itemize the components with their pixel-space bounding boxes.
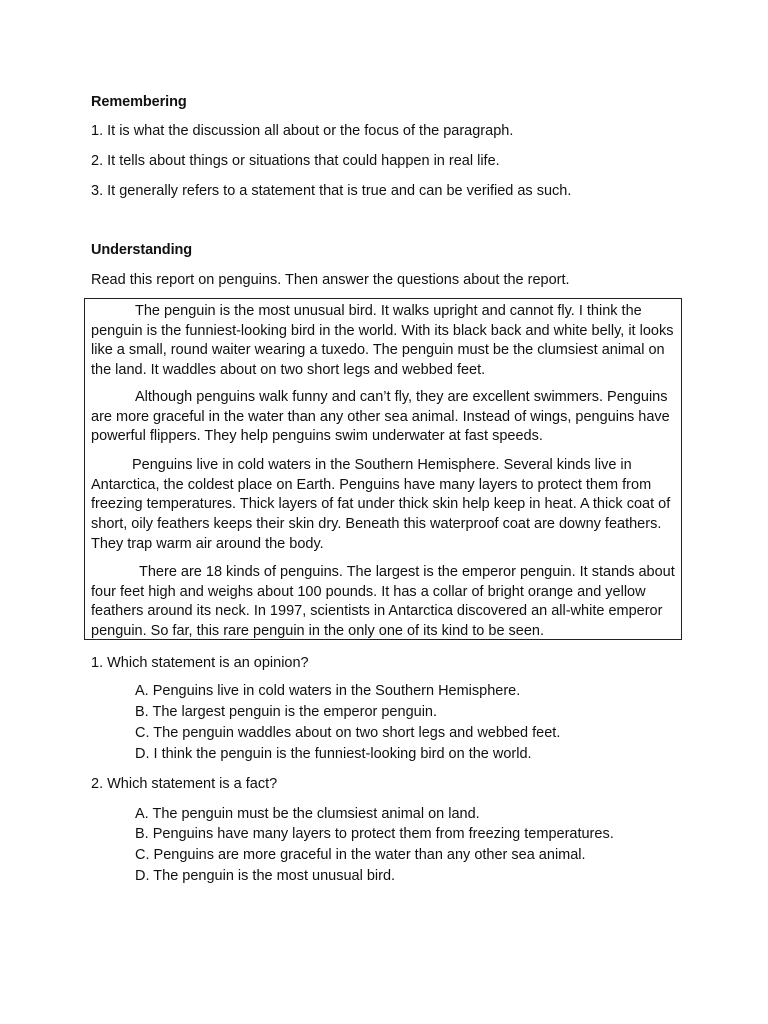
question-2-prompt: 2. Which statement is a fact?	[91, 776, 278, 792]
question-1-choice-b: B. The largest penguin is the emperor penguin.	[135, 704, 438, 720]
understanding-heading: Understanding	[91, 242, 193, 258]
question-2-choice-a: A. The penguin must be the clumsiest animal on land.	[135, 806, 480, 822]
question-2-choice-c: C. Penguins are more graceful in the water than any other sea animal.	[135, 847, 586, 863]
report-paragraph-4: There are 18 kinds of penguins. The largest is the emperor penguin. It stands about four feet high and weighs about 100 pounds. It has a collar of bright orange and yellow feathers around its neck. In 1997, scientists in Antarctica discovered an all-white emperor penguin. So far, this rare penguin in the only one of its kind to be seen.	[91, 564, 675, 640]
report-paragraph-2: Although penguins walk funny and can’t fly, they are excellent swimmers. Penguins are more graceful in the water than any other sea animal. Instead of wings, penguins have powerful flippers. They help penguins swim underwater at fast speeds.	[91, 389, 670, 445]
remembering-item-2: 2. It tells about things or situations that could happen in real life.	[91, 153, 500, 169]
question-1-choice-d: D. I think the penguin is the funniest-looking bird on the world.	[135, 746, 532, 762]
remembering-item-1: 1. It is what the discussion all about or the focus of the paragraph.	[91, 123, 514, 139]
report-paragraph-3: Penguins live in cold waters in the Southern Hemisphere. Several kinds live in Antarctica, the coldest place on Earth. Penguins have many layers to protect them from freezing temperatures. Thick layers of fat under thick skin help keep in heat. A thick coat of short, oily feathers keeps their skin dry. Beneath this waterproof coat are downy feathers. They trap warm air around the body.	[91, 457, 671, 552]
understanding-instruction: Read this report on penguins. Then answer the questions about the report.	[91, 272, 570, 288]
question-1-prompt: 1. Which statement is an opinion?	[91, 655, 309, 671]
remembering-item-3: 3. It generally refers to a statement that is true and can be verified as such.	[91, 183, 572, 199]
question-2-choice-d: D. The penguin is the most unusual bird.	[135, 868, 396, 884]
report-paragraph-1: The penguin is the most unusual bird. It walks upright and cannot fly. I think the penguin is the funniest-looking bird in the world. With its black back and white belly, it looks like a small, round waiter wearing a tuxedo. The penguin must be the clumsiest animal on the land. It waddles about on two short legs and webbed feet.	[91, 303, 674, 379]
question-1-choice-a: A. Penguins live in cold waters in the Southern Hemisphere.	[135, 683, 521, 699]
penguin-report-box	[84, 298, 682, 640]
remembering-heading: Remembering	[91, 94, 187, 110]
question-2-choice-b: B. Penguins have many layers to protect them from freezing temperatures.	[135, 826, 614, 842]
question-1-choice-c: C. The penguin waddles about on two short legs and webbed feet.	[135, 725, 561, 741]
